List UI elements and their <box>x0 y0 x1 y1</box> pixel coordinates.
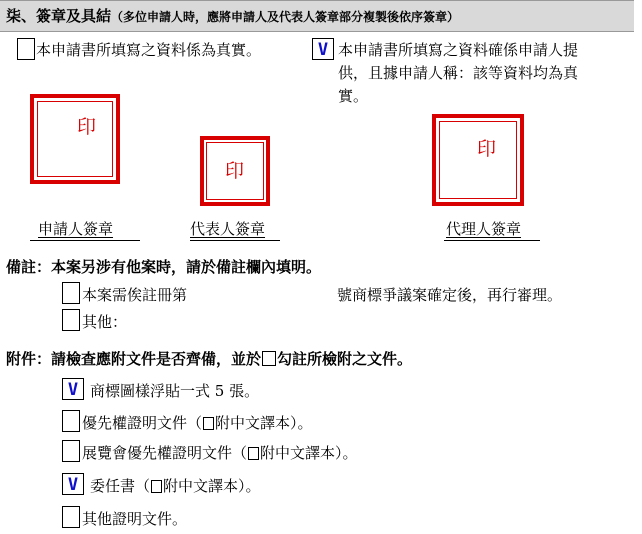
declaration-text-1: 本申請書所填寫之資料係為真實。 <box>36 41 262 59</box>
seal-character: 印 <box>77 116 97 138</box>
attachment-text-1: 商標圖樣浮貼一式 5 張。 <box>90 382 260 400</box>
attachment-checkbox-4[interactable] <box>62 473 84 495</box>
representative-signature-label: 代表人簽章 <box>190 220 266 238</box>
signature-line <box>190 240 280 241</box>
remarks-title: 備註：本案另涉有他案時，請於備註欄內填明。 <box>6 258 322 276</box>
attachment-text-2 <box>82 412 313 433</box>
declaration-text-2-line2: 供，且據申請人稱：該等資料均為真 <box>338 64 579 82</box>
remark-checkbox-1[interactable] <box>62 282 80 304</box>
declaration-text-2-line1: 本申請書所填寫之資料確係申請人提 <box>338 41 579 59</box>
attachment-text-4-after: 附中文譯本）。 <box>163 477 261 495</box>
attachment-checkbox-3[interactable] <box>62 440 80 462</box>
check-mark: V <box>67 475 79 495</box>
attachment-text-5: 其他證明文件。 <box>82 510 188 528</box>
attachment-text-2-before: 優先權證明文件（ <box>82 414 203 432</box>
attachment-checkbox-2[interactable] <box>62 410 80 432</box>
attachment-text-2-after: 附中文譯本）。 <box>215 414 313 432</box>
attachment-checkbox-5[interactable] <box>62 506 80 528</box>
attachments-title-part2: 勾註所檢附之文件。 <box>277 350 413 368</box>
agent-signature-label: 代理人簽章 <box>446 220 522 238</box>
remark-text-2: 其他： <box>82 313 128 331</box>
section-header <box>6 5 459 26</box>
applicant-signature-label: 申請人簽章 <box>38 220 114 238</box>
attachments-title-part1: 附件：請檢查應附文件是否齊備，並於 <box>6 350 262 368</box>
declaration-checkbox-2[interactable] <box>312 38 334 60</box>
signature-line <box>30 240 140 241</box>
translation-checkbox[interactable] <box>203 417 214 430</box>
check-mark: V <box>67 380 79 400</box>
attachment-text-4-before: 委任書（ <box>90 477 151 495</box>
attachment-checkbox-1[interactable] <box>62 378 84 400</box>
section-note: （多位申請人時，應將申請人及代表人簽章部分複製後依序簽章） <box>111 10 460 24</box>
seal-character: 印 <box>477 138 497 160</box>
remark-text-1-suffix: 號商標爭議案確定後，再行審理。 <box>337 286 563 304</box>
attachment-text-3-before: 展覽會優先權證明文件（ <box>82 444 248 462</box>
remark-text-1-prefix: 本案需俟註冊第 <box>82 286 188 304</box>
section-title: 柒、簽章及具結 <box>6 7 112 25</box>
inline-checkbox-icon <box>262 351 276 366</box>
attachment-text-4 <box>90 475 261 496</box>
seal-character: 印 <box>225 160 245 182</box>
declaration-text-2-line3: 實。 <box>338 87 369 105</box>
remark-checkbox-2[interactable] <box>62 309 80 331</box>
attachments-title <box>6 348 412 369</box>
check-mark: V <box>317 40 329 60</box>
signature-line <box>444 240 540 241</box>
translation-checkbox[interactable] <box>151 480 162 493</box>
attachment-text-3 <box>82 442 358 463</box>
translation-checkbox[interactable] <box>248 447 259 460</box>
declaration-checkbox-1[interactable] <box>17 38 35 60</box>
attachment-text-3-after: 附中文譯本）。 <box>260 444 358 462</box>
